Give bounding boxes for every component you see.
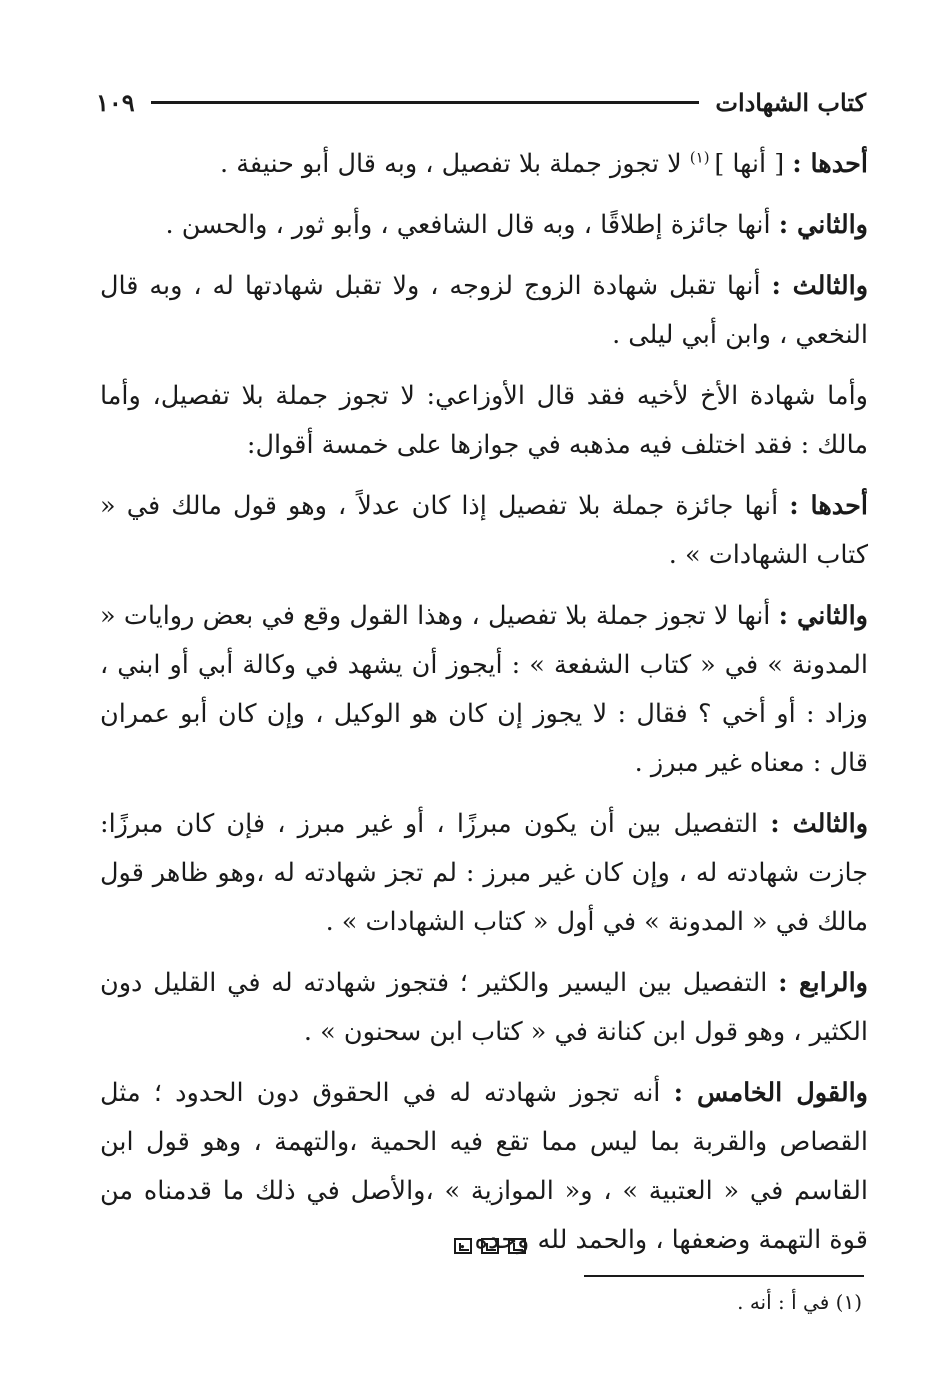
paragraph-lead: والثاني : bbox=[778, 601, 868, 631]
paragraph bbox=[100, 1069, 868, 1265]
ornament-square-icon bbox=[481, 1238, 499, 1254]
body-text bbox=[100, 140, 868, 1277]
paragraph-text: لا تجوز جملة بلا تفصيل ، وبه قال أبو حنيفة . bbox=[219, 149, 690, 179]
paragraph-text: أنه تجوز شهادته له في الحقوق دون الحدود ؛ مثل القصاص والقربة بما ليس مما تقع فيه الحمية ،والتهمة ، وهو قول ابن القاسم في « العتبية » ، و« الموازية » ،والأصل في ذلك ما قدمناه من قوة التهمة وضعفها ، والحمد لله وحده . bbox=[100, 1078, 868, 1255]
paragraph bbox=[100, 482, 868, 580]
paragraph-lead: والثاني : bbox=[778, 210, 868, 240]
paragraph-lead: والثالث : bbox=[770, 809, 869, 839]
paragraph-text: أنها جائزة إطلاقًا ، وبه قال الشافعي ، وأبو ثور ، والحسن . bbox=[165, 210, 779, 240]
paragraph-lead: والثالث : bbox=[771, 271, 869, 301]
paragraph-lead: والقول الخامس : bbox=[673, 1078, 868, 1108]
paragraph-lead: أحدها : bbox=[789, 491, 868, 521]
paragraph bbox=[100, 800, 868, 947]
paragraph-text: التفصيل بين أن يكون مبرزًا ، أو غير مبرز ، فإن كان مبرزًا: جازت شهادته له ، وإن كان غير مبرز : لم تجز شهادته له ،وهو ظاهر قول مالك في « المدونة » في أول « كتاب الشهادات » . bbox=[100, 809, 868, 937]
paragraph-text: أنها تقبل شهادة الزوج لزوجه ، ولا تقبل شهادتها له ، وبه قال النخعي ، وابن أبي ليلى . bbox=[100, 271, 868, 350]
running-header bbox=[96, 82, 866, 122]
paragraph-text: أنها جائزة جملة بلا تفصيل إذا كان عدلاً ، وهو قول مالك في « كتاب الشهادات » . bbox=[100, 491, 868, 570]
page-number: ١٠٩ bbox=[96, 87, 135, 117]
paragraph-text: التفصيل بين اليسير والكثير ؛ فتجوز شهادته له في القليل دون الكثير ، وهو قول ابن كنانة في « كتاب ابن سحنون » . bbox=[100, 968, 868, 1047]
chapter-title: كتاب الشهادات bbox=[715, 87, 866, 117]
header-rule bbox=[151, 101, 700, 104]
paragraph bbox=[100, 592, 868, 788]
ornament-square-icon bbox=[454, 1238, 472, 1254]
paragraph bbox=[100, 201, 868, 250]
paragraph bbox=[100, 262, 868, 360]
ornament-square-icon bbox=[508, 1238, 526, 1254]
paragraph-text: أنها لا تجوز جملة بلا تفصيل ، وهذا القول وقع في بعض روايات « المدونة » في « كتاب الشفعة » : أيجوز أن يشهد في وكالة أبي أو ابني ، وزاد : أو أخي ؟ فقال : لا يجوز إن كان هو الوكيل ، وإن كان أبو عمران قال : معناه غير مبرز . bbox=[100, 601, 868, 778]
section-end-ornament bbox=[454, 1238, 526, 1258]
paragraph bbox=[100, 372, 868, 470]
paragraph-lead: أحدها : bbox=[792, 149, 868, 179]
footnote-rule bbox=[584, 1275, 864, 1277]
paragraph-text: [ أنها ] bbox=[714, 149, 793, 179]
footnote-ref[interactable]: (١) bbox=[689, 148, 715, 167]
paragraph-text: وأما شهادة الأخ لأخيه فقد قال الأوزاعي: لا تجوز جملة بلا تفصيل، وأما مالك : فقد اختلف فيه مذهبه في جوازها على خمسة أقوال: bbox=[100, 381, 868, 460]
paragraph bbox=[100, 959, 868, 1057]
paragraph-lead: والرابع : bbox=[778, 968, 868, 998]
paragraph bbox=[100, 140, 868, 189]
footnote: (١) في أ : أنه . bbox=[737, 1290, 862, 1314]
